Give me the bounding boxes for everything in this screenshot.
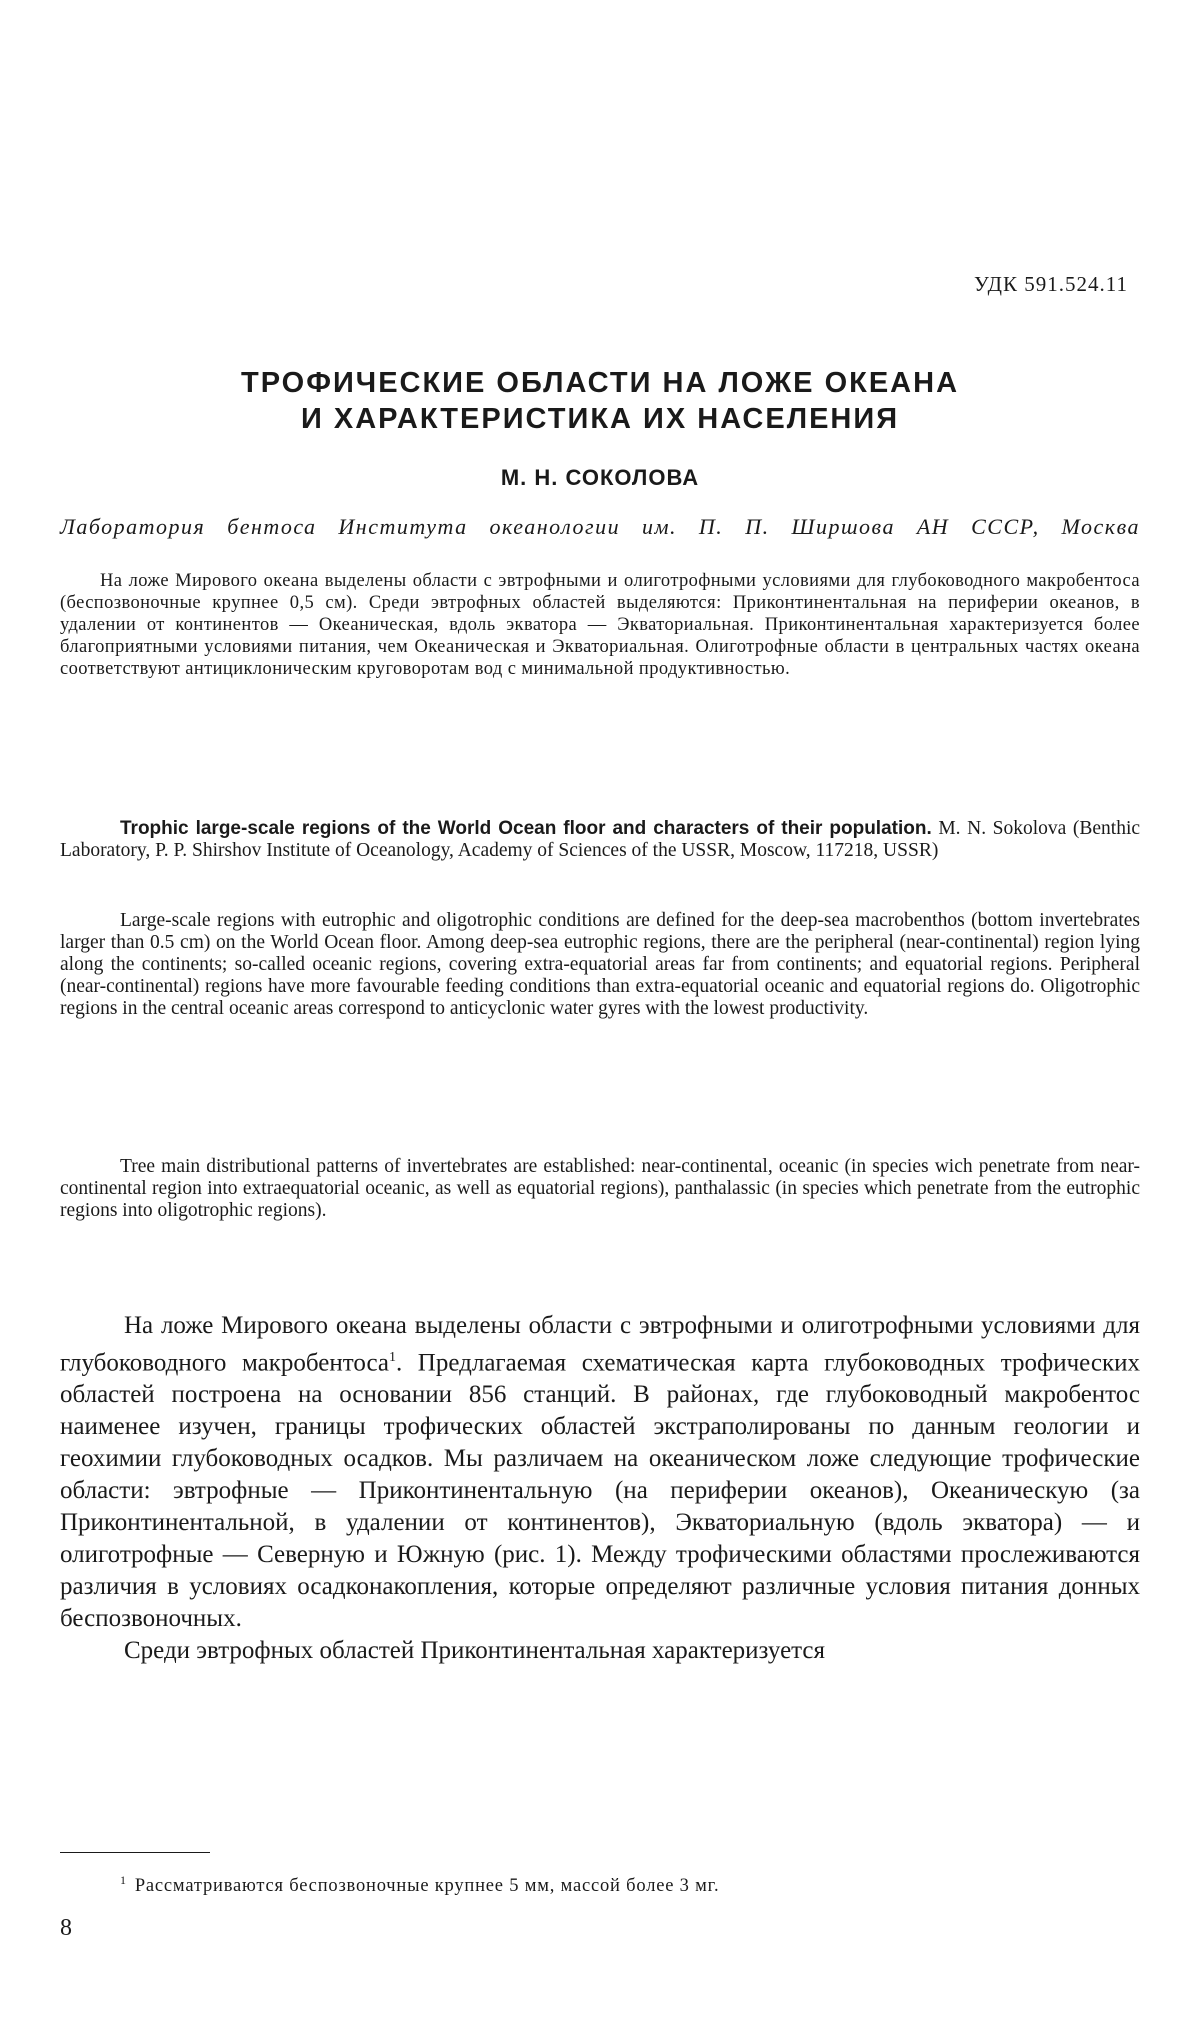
english-abstract-2 [60,1156,1140,1222]
abstract-russian [60,570,1140,680]
english-abstract-1-text: Large-scale regions with eutrophic and oligotrophic conditions are defined for the deep-sea macrobenthos (bottom invertebrates larger than 0.5 cm) on the World Ocean floor. Among deep-sea eutrophic regions, there are the peripheral (near-continental) region lying along the continents; so-called oceanic regions, covering extra-equatorial areas far from continents; and equatorial regions. Peripheral (near-continental) regions have more favourable feeding conditions than extra-equatorial oceanic and equatorial regions do. Oligotrophic regions in the central oceanic areas correspond to anticyclonic water gyres with the lowest productivity. [60,910,1140,1019]
main-paragraph-1-rest: . Предлагаемая схематическая карта глубоководных трофических областей построена на основании 856 станций. В районах, где глубоководный макробентос наименее изучен, границы трофических областей экстраполированы по данным геологии и геохимии глубоководных осадков. Мы различаем на океаническом ложе следующие трофические области: эвтрофные — Приконтинентальную (на периферии океанов), Океаническую (за Приконтинентальной, в удалении от континентов), Экваториальную (вдоль экватора) — и олиготрофные — Северную и Южную (рис. 1). Между трофическими областями прослеживаются различия в условиях осадконакопления, которые определяют различные условия питания донных беспозвоночных. [60,1349,1140,1633]
article-title [60,365,1140,437]
english-abstract-1 [60,910,1140,1020]
title-line-2: И ХАРАКТЕРИСТИКА ИХ НАСЕЛЕНИЯ [300,403,900,435]
footnote-reference: 1 [388,1350,396,1365]
page-number: 8 [60,1915,72,1941]
main-paragraph-2: Среди эвтрофных областей Приконтинентальная характеризуется [124,1637,825,1665]
udk-code: УДК 591.524.11 [973,272,1128,296]
english-title-block [60,818,1140,862]
abstract-russian-text: На ложе Мирового океана выделены области с эвтрофными и олиготрофными условиями для глубоководного макробентоса (беспозвоночные крупнее 0,5 см). Среди эвтрофных областей выделяются: Приконтинентальная на периферии океанов, в удалении от континентов — Океаническая, вдоль экватора — Экваториальная. Приконтинентальная характеризуется более благоприятными условиями питания, чем Океаническая и Экваториальная. Олиготрофные области в центральных частях океана соответствуют антициклоническим круговоротам вод с минимальной продуктивностью. [60,571,1140,679]
footnote-text: Рассматриваются беспозвоночные крупнее 5 мм, массой более 3 мг. [134,1876,720,1897]
english-title-paragraph [60,818,1140,862]
english-author-affiliation: M. N. Sokolova (Benthic Laboratory, P. P. Shirshov Institute of Oceanology, Academy of Sciences of the USSR, Moscow, 117218, USSR) [60,818,1141,861]
main-paragraph-1 [60,1310,1140,1635]
english-abstract-2-text: Tree main distributional patterns of invertebrates are established: near-continental, oceanic (in species wich penetrate from near-continental region into extraequatorial oceanic, as well as equatorial regions), panthalassic (in species which penetrate from the eutrophic regions into oligotrophic regions). [60,1156,1140,1221]
english-title: Trophic large-scale regions of the World Ocean floor and characters of their population. [120,818,932,839]
title-line-1: ТРОФИЧЕСКИЕ ОБЛАСТИ НА ЛОЖЕ ОКЕАНА [240,367,960,399]
main-paragraph-1-start: На ложе Мирового океана выделены области с эвтрофными и олиготрофными условиями для глубоководного макробентоса [60,1312,1140,1377]
affiliation: Лаборатория бентоса Института океанологии им. П. П. Ширшова АН СССР, Москва [60,514,1140,539]
author: М. Н. СОКОЛОВА [500,465,700,490]
footnote-mark: 1 [120,1873,127,1887]
footnote-divider [60,1852,210,1853]
footnote [120,1873,1120,1897]
main-text [60,1310,1140,1667]
